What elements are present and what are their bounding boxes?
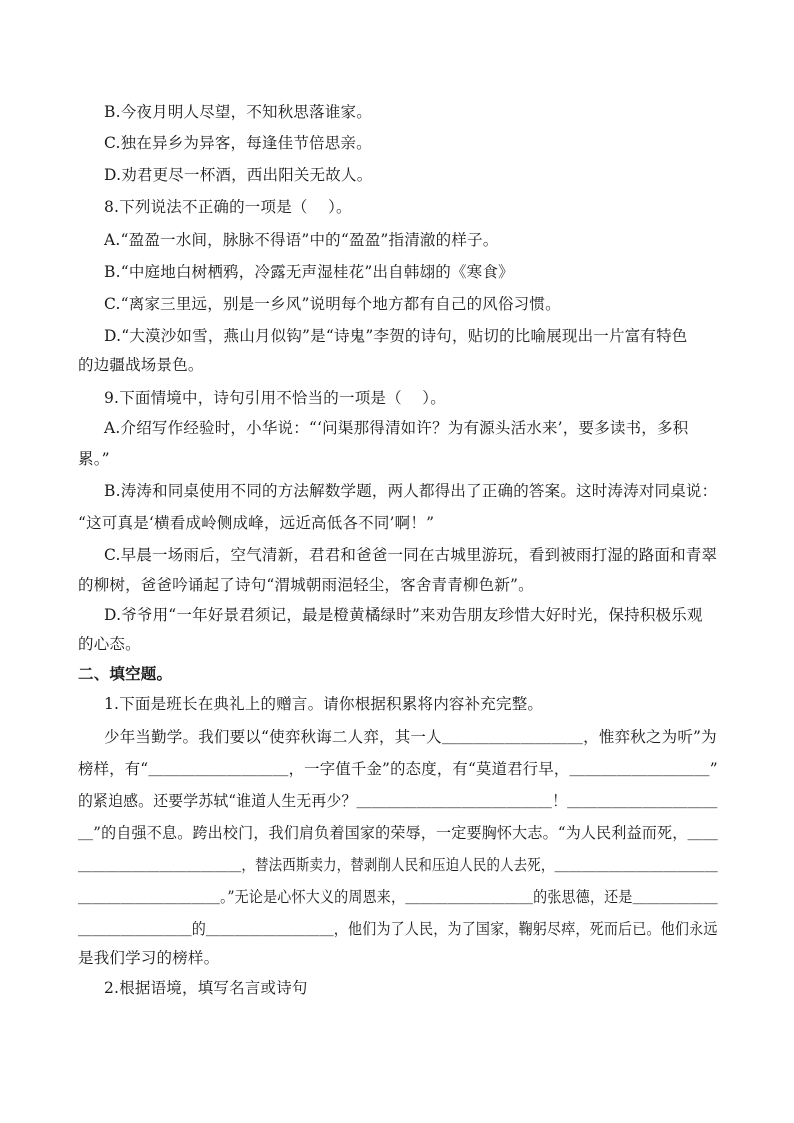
option-line: C.早晨一场雨后，空气清新，君君和爸爸一同在古城里游玩，看到被雨打湿的路面和青翠 xyxy=(104,546,718,564)
passage-line: 的紧迫感。还要学苏轼“谁道人生无再少？＿＿＿＿＿＿＿＿＿＿＿＿＿！＿＿＿＿＿＿＿＿＿＿ xyxy=(78,792,718,810)
passage-line: 榜样，有“＿＿＿＿＿＿＿＿＿，一字值千金”的态度，有“莫道君行早，＿＿＿＿＿＿＿＿＿” xyxy=(78,760,718,778)
question-line: 8.下列说法不正确的一项是（ ）。 xyxy=(104,198,352,216)
option-line: B.今夜月明人尽望，不知秋思落谁家。 xyxy=(104,103,372,121)
passage-line: 少年当勤学。我们要以“使弈秋诲二人弈，其一人＿＿＿＿＿＿＿＿＿，惟弈秋之为听”为 xyxy=(104,728,717,746)
option-line-continued: 的心态。 xyxy=(78,635,141,653)
option-line: B.“中庭地白树栖鸦，冷露无声湿桂花”出自韩翃的《寒食》 xyxy=(104,263,514,281)
passage-line: ＿＿＿＿＿＿＿＿＿＿。”无论是心怀大义的周恩来，＿＿＿＿＿＿＿＿＿的张思德，还是＿＿＿＿＿＿ xyxy=(78,888,718,906)
option-line-continued: “这可真是‘横看成岭侧成峰，远近高低各不同’啊！” xyxy=(78,514,435,532)
option-line: D.劝君更尽一杯酒，西出阳关无故人。 xyxy=(104,166,373,184)
option-line: A.“盈盈一水间，脉脉不得语”中的“盈盈”指清澈的样子。 xyxy=(104,231,499,249)
passage-line: 是我们学习的榜样。 xyxy=(78,949,220,967)
passage-line: ＿”的自强不息。跨出校门，我们肩负着国家的荣辱，一定要胸怀大志。“为人民利益而死，＿＿ xyxy=(78,824,718,842)
option-line: D.“大漠沙如雪，燕山月似钩”是“诗鬼”李贺的诗句，贴切的比喻展现出一片富有特色 xyxy=(104,327,688,345)
question-line: 2.根据语境，填写名言或诗句 xyxy=(104,979,308,997)
option-line-continued: 的柳树，爸爸吟诵起了诗句“渭城朝雨浥轻尘，客舍青青柳色新”。 xyxy=(78,576,534,594)
question-line: 9.下面情境中，诗句引用不恰当的一项是（ ）。 xyxy=(104,389,446,407)
passage-line: ＿＿＿＿＿＿＿＿的＿＿＿＿＿＿＿＿＿，他们为了人民，为了国家，鞠躬尽瘁，死而后已。他们永远 xyxy=(78,920,718,938)
option-line: C.独在异乡为异客，每逢佳节倍思亲。 xyxy=(104,134,372,152)
section-title: 二、填空题。 xyxy=(78,664,173,683)
option-line-continued: 的边疆战场景色。 xyxy=(78,356,204,374)
option-line: B.涛涛和同桌使用不同的方法解数学题，两人都得出了正确的答案。这时涛涛对同桌说： xyxy=(104,482,718,500)
passage-line: ＿＿＿＿＿＿＿＿＿＿＿＿，替法西斯卖力，替剥削人民和压迫人民的人去死，＿＿＿＿＿＿＿＿＿＿＿＿ xyxy=(78,856,718,874)
option-line: D.爷爷用“一年好景君须记，最是橙黄橘绿时”来劝告朋友珍惜大好时光，保持积极乐观 xyxy=(104,606,703,624)
option-line-continued: 累。” xyxy=(78,450,110,468)
question-line: 1.下面是班长在典礼上的赠言。请你根据积累将内容补充完整。 xyxy=(104,695,544,713)
option-line: C.“离家三里远，别是一乡风”说明每个地方都有自己的风俗习惯。 xyxy=(104,295,561,313)
option-line: A.介绍写作经验时，小华说：“‘问渠那得清如许？为有源头活水来’，要多读书，多积 xyxy=(104,419,689,437)
